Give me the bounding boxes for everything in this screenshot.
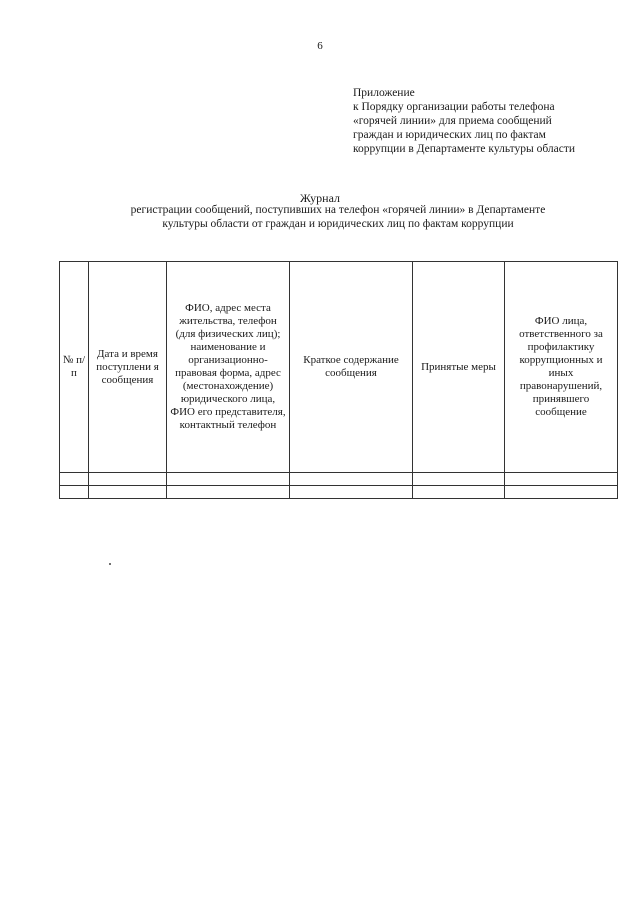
table-cell xyxy=(290,486,413,499)
appendix-line: «горячей линии» для приема сообщений xyxy=(353,115,552,127)
column-header-number: № п/п xyxy=(60,262,89,473)
appendix-block xyxy=(353,86,633,156)
scan-dot xyxy=(109,563,111,565)
journal-title: Журнал xyxy=(299,191,340,205)
table-cell xyxy=(167,473,290,486)
page-number: 6 xyxy=(317,40,323,52)
appendix-line: Приложение xyxy=(353,87,415,99)
journal-subtitle xyxy=(60,203,616,231)
column-header-date: Дата и время поступлени я сообщения xyxy=(89,262,167,473)
table-cell xyxy=(60,486,89,499)
table-cell xyxy=(413,473,505,486)
table-row xyxy=(60,486,618,499)
table-cell xyxy=(89,486,167,499)
appendix-line: к Порядку организации работы телефона xyxy=(353,101,555,113)
column-header-contact: ФИО, адрес места жительства, телефон (для физических лиц); наименование и организационно-правовая форма, адрес (местонахождение) юридического лица, ФИО его представителя, контактный телефон xyxy=(167,262,290,473)
appendix-line: граждан и юридических лиц по фактам xyxy=(353,129,546,141)
column-header-measures: Принятые меры xyxy=(413,262,505,473)
column-header-summary: Краткое содержание сообщения xyxy=(290,262,413,473)
table-cell xyxy=(60,473,89,486)
journal-subtitle-line: регистрации сообщений, поступивших на телефон «горячей линии» в Департаменте xyxy=(130,204,546,216)
table-cell xyxy=(290,473,413,486)
table-cell xyxy=(505,486,618,499)
column-header-responsible: ФИО лица, ответственного за профилактику коррупционных и иных правонарушений, принявшего сообщение xyxy=(505,262,618,473)
table-cell xyxy=(167,486,290,499)
journal-subtitle-line: культуры области от граждан и юридических лиц по фактам коррупции xyxy=(162,218,514,230)
table-row xyxy=(60,473,618,486)
appendix-line: коррупции в Департаменте культуры области xyxy=(353,143,576,155)
table-header-row xyxy=(60,262,618,473)
journal-table xyxy=(59,261,618,499)
table-cell xyxy=(413,486,505,499)
table-cell xyxy=(505,473,618,486)
table-cell xyxy=(89,473,167,486)
